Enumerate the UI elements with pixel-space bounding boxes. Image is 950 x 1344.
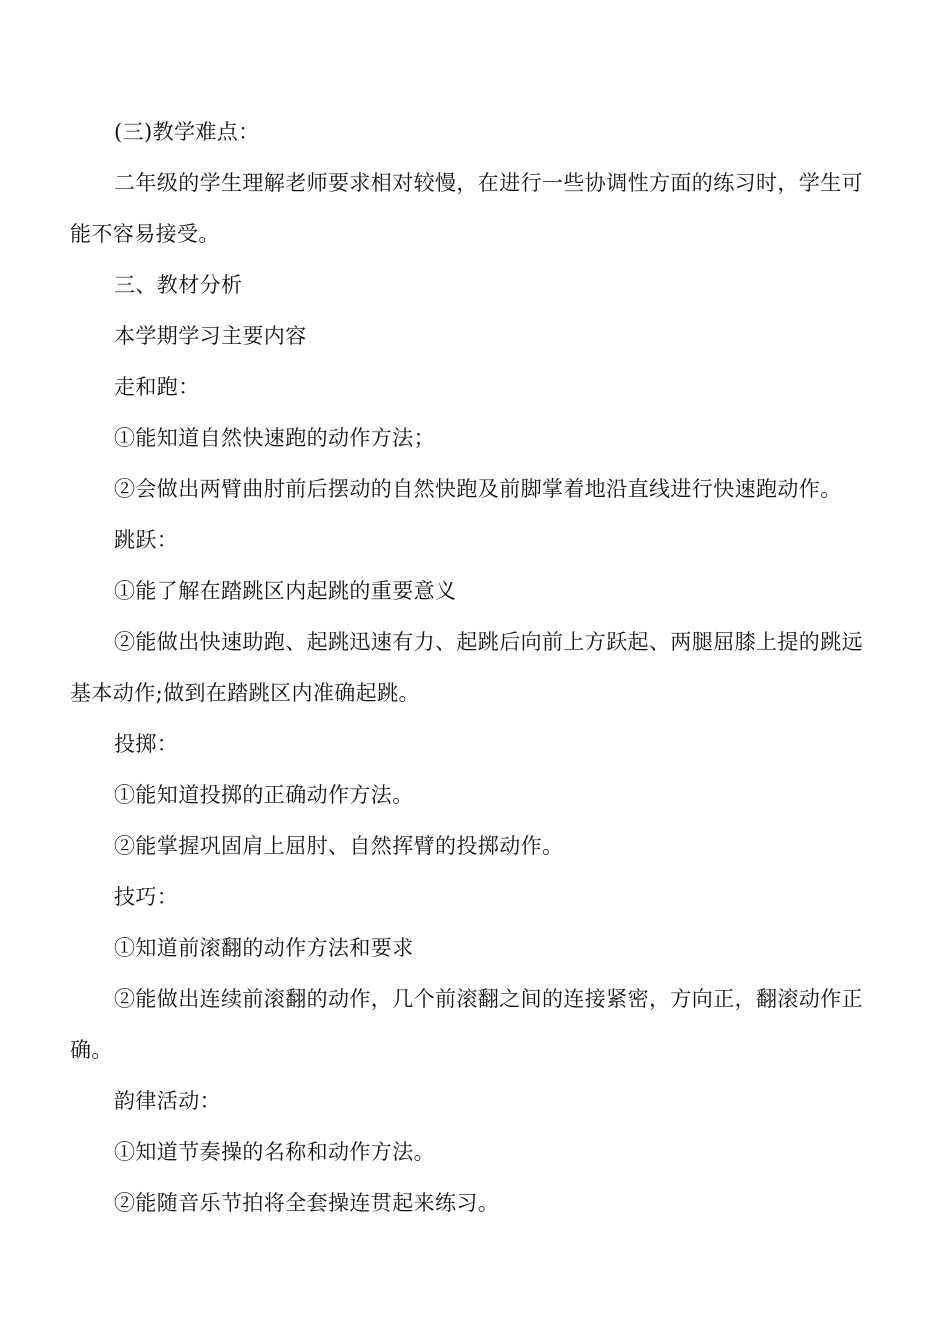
topic-heading-jump: 跳跃： [114,528,179,552]
section-heading-material-analysis: 三、教材分析 [114,273,243,297]
topic-heading-rhythm: 韵律活动： [114,1089,221,1113]
list-item-rhythm-1: ①知道节奏操的名称和动作方法。 [114,1140,435,1164]
list-item-walk-2: ②会做出两臂曲肘前后摆动的自然快跑及前脚掌着地沿直线进行快速跑动作。 [114,477,842,501]
list-item-throw-2: ②能掌握巩固肩上屈肘、自然挥臂的投掷动作。 [114,834,564,858]
topic-heading-walk-run: 走和跑： [114,375,200,399]
list-item-skill-1: ①知道前滚翻的动作方法和要求 [114,936,414,960]
section-title-teaching-difficulties: (三)教学难点： [114,120,260,144]
list-item-jump-1: ①能了解在踏跳区内起跳的重要意义 [114,579,457,603]
list-item-walk-1: ①能知道自然快速跑的动作方法； [114,426,435,450]
topic-heading-skill: 技巧： [114,885,179,909]
list-item-throw-1: ①能知道投掷的正确动作方法。 [114,783,414,807]
paragraph-difficulty: 二年级的学生理解老师要求相对较慢，在进行一些协调性方面的练习时，学生可能不容易接受。 [70,171,863,246]
list-item-rhythm-2: ②能随音乐节拍将全套操连贯起来练习。 [114,1191,500,1215]
list-item-skill-2: ②能做出连续前滚翻的动作，几个前滚翻之间的连接紧密，方向正，翻滚动作正确。 [70,987,863,1062]
subheading-semester-content: 本学期学习主要内容 [114,324,307,348]
list-item-jump-2: ②能做出快速助跑、起跳迅速有力、起跳后向前上方跃起、两腿屈膝上提的跳远基本动作;做到在踏跳区内准确起跳。 [70,630,863,705]
topic-heading-throw: 投掷： [114,732,179,756]
